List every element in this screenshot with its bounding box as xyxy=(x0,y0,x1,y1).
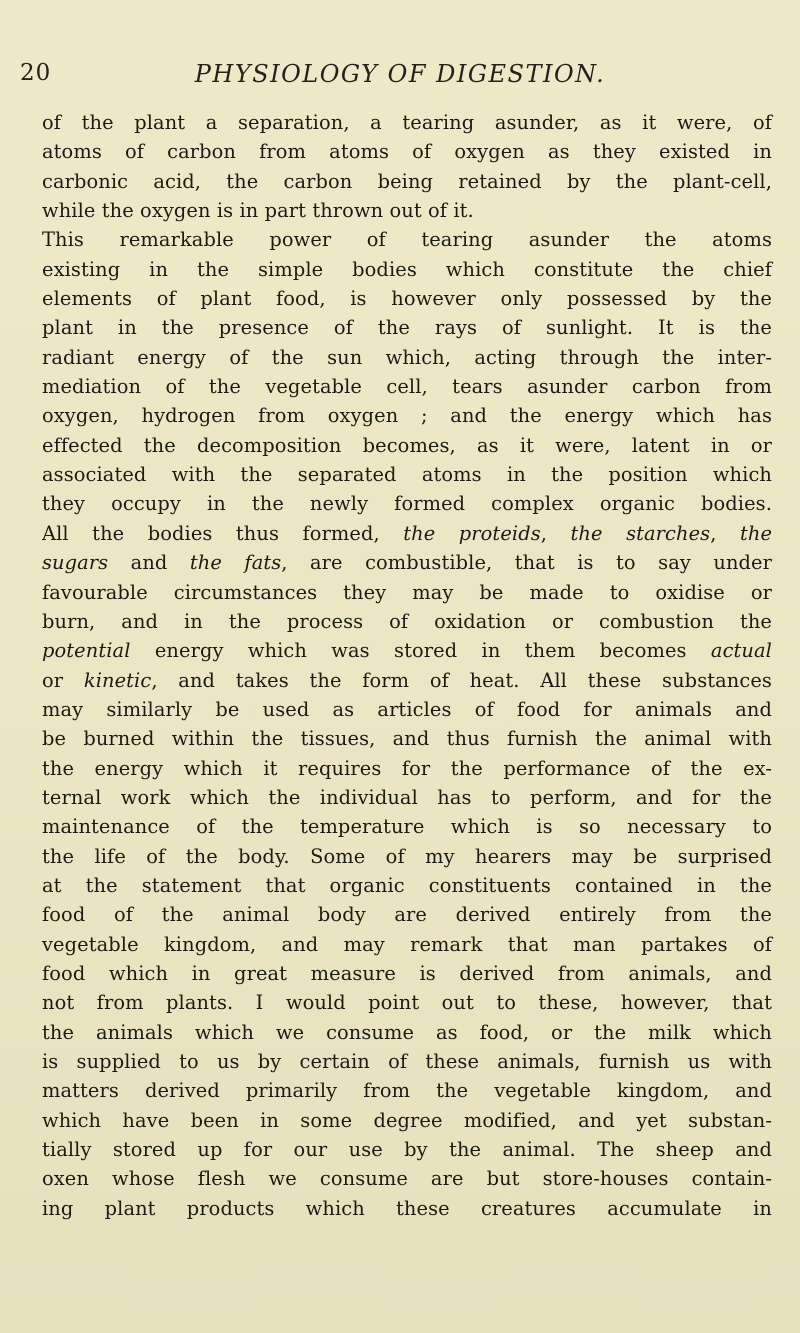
text-line xyxy=(42,225,772,254)
text-line xyxy=(42,636,772,665)
text-run: while the oxygen is in part thrown out of it. xyxy=(42,199,474,223)
text-line xyxy=(42,607,772,636)
text-line xyxy=(42,900,772,929)
text-line xyxy=(42,313,772,342)
text-run: matters derived primarily from the vegetable kingdom, and xyxy=(42,1079,772,1103)
text-run: plant in the presence of the rays of sunlight. It is the xyxy=(42,316,772,340)
text-line xyxy=(42,255,772,284)
text-run: at the statement that organic constituents contained in the xyxy=(42,873,772,897)
text-line xyxy=(42,930,772,959)
text-line xyxy=(42,695,772,724)
text-line xyxy=(42,666,772,695)
text-run: or xyxy=(42,668,84,692)
text-run: energy which was stored in them becomes xyxy=(130,639,711,663)
text-run: All the bodies thus formed, xyxy=(42,521,404,545)
text-run: , xyxy=(540,521,571,545)
text-run: carbonic acid, the carbon being retained by the plant-cell, xyxy=(42,169,772,193)
italic-term: the proteids xyxy=(403,521,541,545)
text-line xyxy=(42,108,772,137)
text-line xyxy=(42,431,772,460)
text-line xyxy=(42,343,772,372)
text-line xyxy=(42,460,772,489)
page-number: 20 xyxy=(20,60,52,86)
text-line xyxy=(42,1076,772,1105)
text-run: of the plant a separation, a tearing asunder, as it were, of xyxy=(42,111,772,134)
text-line xyxy=(42,489,772,518)
text-run: radiant energy of the sun which, acting through the inter- xyxy=(42,345,772,369)
text-line xyxy=(42,167,772,196)
text-run: and xyxy=(108,551,190,575)
text-line xyxy=(42,812,772,841)
text-line xyxy=(42,1018,772,1047)
text-run: maintenance of the temperature which is so necessary to xyxy=(42,815,772,839)
text-run: This remarkable power of tearing asunder the atoms xyxy=(42,228,772,252)
text-run: the energy which it requires for the performance of the ex- xyxy=(42,756,772,780)
text-line xyxy=(42,1106,772,1135)
italic-term: kinetic xyxy=(83,668,152,692)
text-run: favourable circumstances they may be made to oxidise or xyxy=(42,580,772,604)
text-line xyxy=(42,519,772,548)
text-run: elements of plant food, is however only possessed by the xyxy=(42,287,772,311)
text-run: not from plants. I would point out to these, however, that xyxy=(42,991,772,1015)
text-line xyxy=(42,724,772,753)
text-line xyxy=(42,1194,772,1223)
italic-term: potential xyxy=(42,639,131,663)
text-run: , xyxy=(710,521,740,545)
text-run: atoms of carbon from atoms of oxygen as they existed in xyxy=(42,140,772,164)
italic-term: the xyxy=(739,521,773,545)
text-run: mediation of the vegetable cell, tears asunder carbon from xyxy=(42,375,772,399)
text-run: burn, and in the process of oxidation or combustion the xyxy=(42,609,772,633)
body-text xyxy=(42,108,772,1223)
text-run: associated with the separated atoms in the position which xyxy=(42,463,772,487)
running-head: PHYSIOLOGY OF DIGESTION. xyxy=(194,60,606,88)
text-run: is supplied to us by certain of these animals, furnish us with xyxy=(42,1050,772,1073)
italic-term: actual xyxy=(710,639,772,663)
text-run: food of the animal body are derived entirely from the xyxy=(42,903,772,927)
text-run: effected the decomposition becomes, as it were, latent in or xyxy=(42,433,772,457)
text-run: tially stored up for our use by the animal. The sheep and xyxy=(42,1138,772,1162)
text-run: vegetable kingdom, and may remark that man partakes of xyxy=(42,932,772,956)
text-line xyxy=(42,548,772,577)
text-run: which have been in some degree modified, and yet substan- xyxy=(42,1108,772,1132)
text-line xyxy=(42,1135,772,1164)
text-run: they occupy in the newly formed complex organic bodies. xyxy=(42,492,772,516)
text-run: the life of the body. Some of my hearers may be surprised xyxy=(42,844,772,868)
text-line xyxy=(42,284,772,313)
text-run: oxen whose flesh we consume are but store-houses contain- xyxy=(42,1167,772,1191)
text-line xyxy=(42,1047,772,1076)
text-line xyxy=(42,754,772,783)
text-line xyxy=(42,137,772,166)
text-line xyxy=(42,372,772,401)
text-line xyxy=(42,783,772,812)
text-run: oxygen, hydrogen from oxygen ; and the energy which has xyxy=(42,404,772,428)
text-run: existing in the simple bodies which constitute the chief xyxy=(42,257,772,281)
text-run: may similarly be used as articles of food for animals and xyxy=(42,697,772,721)
text-run: food which in great measure is derived from animals, and xyxy=(42,961,772,985)
italic-term: the starches xyxy=(570,521,711,545)
text-run: the animals which we consume as food, or the milk which xyxy=(42,1020,772,1044)
text-line xyxy=(42,842,772,871)
text-run: ternal work which the individual has to perform, and for the xyxy=(42,785,772,809)
italic-term: the fats xyxy=(189,551,282,575)
text-run: , are combustible, that is to say under xyxy=(281,551,772,575)
text-line xyxy=(42,988,772,1017)
italic-term: sugars xyxy=(42,551,109,575)
text-line xyxy=(42,1164,772,1193)
text-line xyxy=(42,959,772,988)
text-run: be burned within the tissues, and thus furnish the animal with xyxy=(42,727,772,751)
text-line xyxy=(42,196,772,225)
text-run: ing plant products which these creatures accumulate in xyxy=(42,1196,772,1220)
text-line xyxy=(42,578,772,607)
text-run: , and takes the form of heat. All these substances xyxy=(151,668,772,692)
text-line xyxy=(42,401,772,430)
text-line xyxy=(42,871,772,900)
